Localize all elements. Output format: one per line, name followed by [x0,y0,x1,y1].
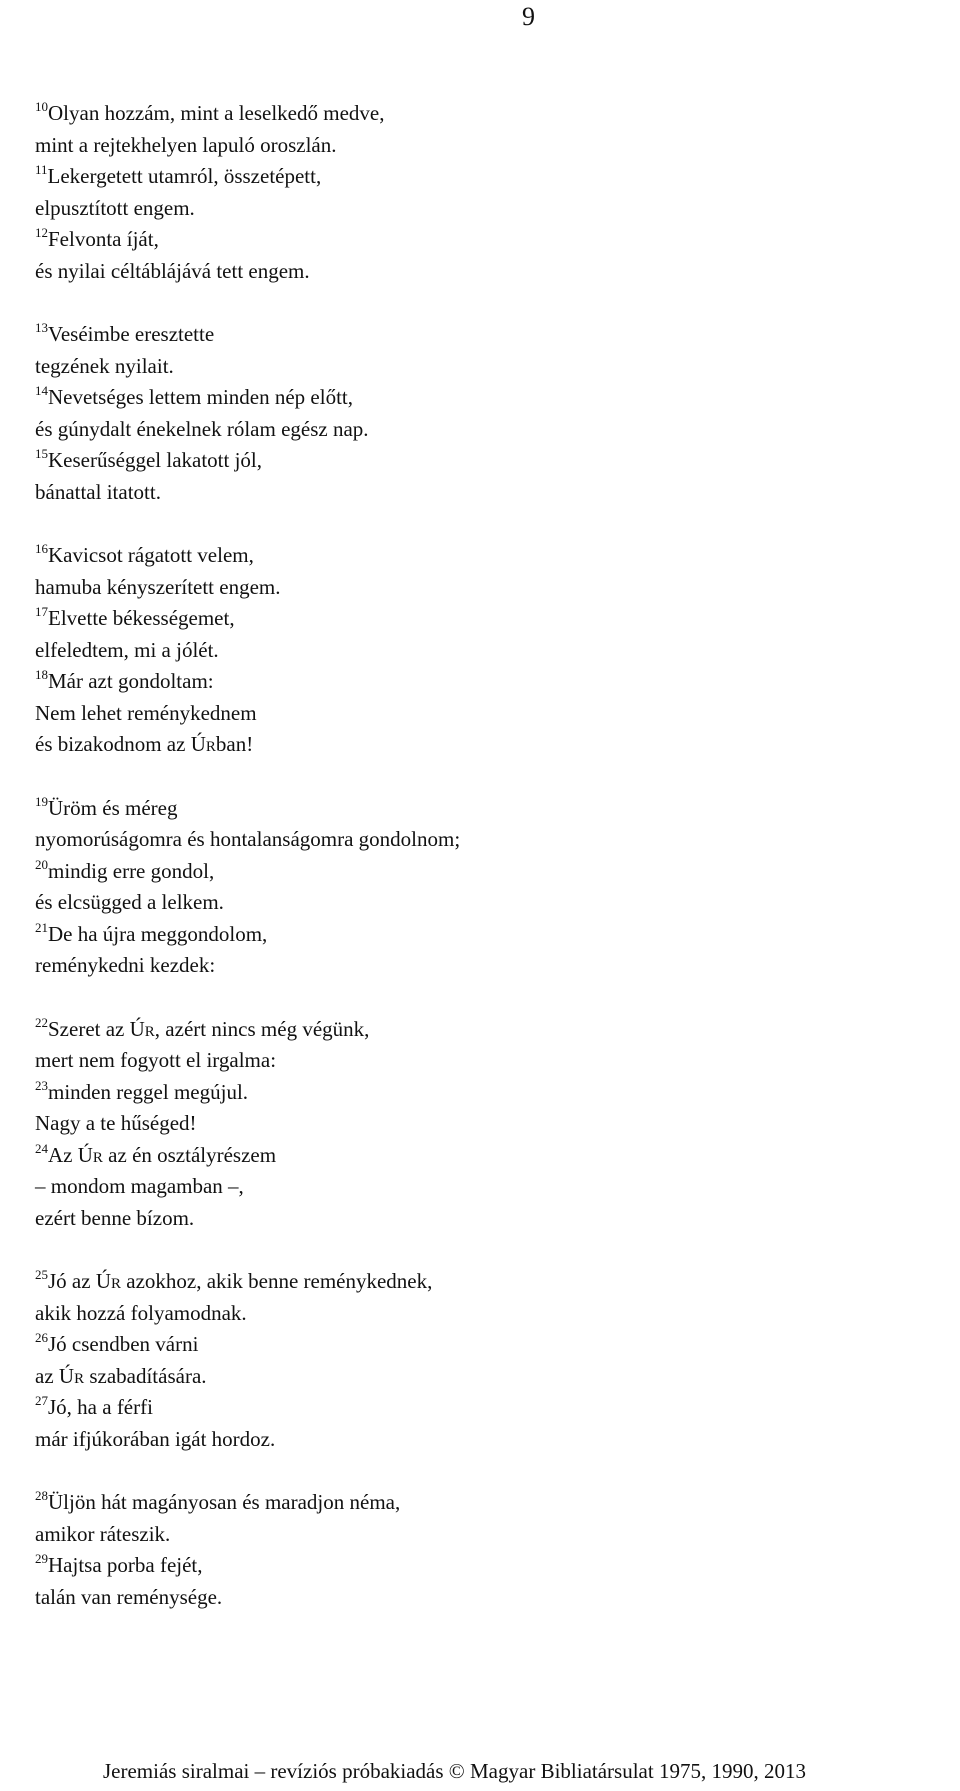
line-text: reménykedni kezdek: [35,953,216,977]
poem-line [35,1045,935,1077]
poem-line [35,1108,935,1140]
stanza [35,540,935,761]
line-text: Jó, ha a férfi [48,1395,153,1419]
line-text: Már azt gondoltam: [48,669,214,693]
verse-number: 23 [35,1077,48,1093]
line-text: szabadítására. [84,1363,207,1388]
line-text: mint a rejtekhelyen lapuló oroszlán. [35,132,337,157]
poem-line [35,1361,935,1393]
line-text: Jó csendben várni [48,1332,199,1356]
line-text: Lekergetett utamról, összetépett, [47,164,322,188]
stanza [35,793,935,982]
verse-number: 18 [35,667,48,682]
verse-number: 26 [35,1330,48,1345]
divine-name: Úr [95,1269,121,1293]
line-text: Nagy a te hűséged! [35,1111,197,1135]
page-number: 9 [522,2,535,31]
line-text: Kavicsot rágatott velem, [48,543,254,567]
poem-line [35,98,935,130]
stanza [35,1266,935,1455]
stanza [35,319,935,508]
verse-number: 28 [35,1488,48,1503]
line-text: mindig erre gondol, [48,858,215,883]
poem-line [35,1487,935,1519]
line-text: Keserűséggel lakatott jól, [48,448,263,472]
stanza [35,1014,935,1235]
line-text: Olyan hozzám, mint a leselkedő medve, [48,101,385,125]
line-text: elfeledtem, mi a jólét. [35,637,219,662]
line-text: Nem lehet reménykednem [35,700,257,725]
poem-line [35,1519,935,1551]
stanza [35,1487,935,1613]
line-text: és elcsügged a lelkem. [35,890,224,914]
verse-number: 22 [35,1014,48,1030]
line-text: , azért nincs még végünk, [154,1016,370,1041]
line-text: és nyilai céltáblájává tett engem. [35,258,310,283]
poem-line [35,319,935,351]
line-text: Üljön hát magányosan és maradjon néma, [48,1490,401,1514]
poem-line [35,919,935,951]
poem-line [35,1424,935,1456]
verse-number: 13 [35,320,48,335]
line-text: azokhoz, akik benne reménykednek, [121,1269,433,1293]
poem-line [35,161,935,193]
poem-line [35,824,935,856]
line-text: és gúnydalt énekelnek rólam egész nap. [35,416,369,441]
poem-line [35,130,935,162]
verse-number: 15 [35,446,48,461]
poem-line [35,445,935,477]
line-text: akik hozzá folyamodnak. [35,1300,247,1325]
verse-number: 25 [35,1267,48,1282]
poem-line [35,382,935,414]
stanza [35,98,935,287]
poem-line [35,540,935,572]
line-text: Az [48,1142,78,1167]
line-text: – mondom magamban –, [35,1174,244,1198]
verse-number: 29 [35,1551,48,1566]
line-text: Hajtsa porba fejét, [48,1553,203,1577]
poem-line [35,256,935,288]
poem-line [35,698,935,730]
poem-line [35,887,935,919]
verse-number: 21 [35,919,48,935]
poem-line [35,950,935,982]
poem-body [35,98,935,1645]
line-text: elpusztított engem. [35,195,195,220]
line-text: tegzének nyilait. [35,353,174,378]
line-text: minden reggel megújul. [48,1079,249,1104]
line-text: mert nem fogyott el irgalma: [35,1048,277,1072]
verse-number: 24 [35,1140,48,1156]
poem-line [35,1014,935,1046]
verse-number: 14 [35,383,48,398]
poem-line [35,572,935,604]
poem-line [35,635,935,667]
line-text: az én osztályrészem [102,1142,277,1167]
poem-line [35,856,935,888]
line-text: ezért benne bízom. [35,1205,195,1230]
verse-number: 10 [35,99,48,114]
verse-number: 17 [35,604,48,619]
poem-line [35,1392,935,1424]
line-text: nyomorúságomra és hontalanságomra gondolnom; [35,827,461,851]
line-text: Nevetséges lettem minden nép előtt, [48,385,353,409]
verse-number: 27 [35,1393,48,1408]
line-text: már ifjúkorában igát hordoz. [35,1426,276,1451]
poem-line [35,1329,935,1361]
divine-name: Úr [190,732,216,756]
line-text: Veséimbe eresztette [48,322,215,346]
poem-line [35,729,935,761]
poem-line [35,414,935,446]
line-text: bánattal itatott. [35,479,161,504]
line-text: hamuba kényszerített engem. [35,574,281,599]
line-text: De ha újra meggondolom, [48,921,268,946]
line-text: Jó az [48,1269,96,1293]
poem-line [35,351,935,383]
poem-line [35,1077,935,1109]
poem-line [35,1140,935,1172]
divine-name: Úr [58,1363,85,1388]
divine-name: Úr [77,1142,103,1167]
poem-line [35,1171,935,1203]
poem-line [35,1298,935,1330]
line-text: talán van reménysége. [35,1584,223,1609]
poem-line [35,224,935,256]
line-text: az [35,1363,59,1388]
poem-line [35,193,935,225]
verse-number: 11 [35,162,48,177]
poem-line [35,666,935,698]
line-text: Elvette békességemet, [48,606,235,630]
poem-line [35,1582,935,1614]
line-text: Üröm és méreg [48,795,178,820]
verse-number: 16 [35,541,48,556]
line-text: ban! [215,732,254,756]
poem-line [35,1203,935,1235]
poem-line [35,603,935,635]
line-text: Felvonta íját, [48,227,159,251]
line-text: és bizakodnom az [35,732,191,756]
poem-line [35,477,935,509]
verse-number: 12 [35,225,48,240]
divine-name: Úr [129,1016,155,1041]
page-footer: Jeremiás siralmai – revíziós próbakiadás © Magyar Bibliatársulat 1975, 1990, 2013 [103,1759,806,1783]
line-text: Szeret az [48,1016,130,1041]
verse-number: 20 [35,856,48,872]
poem-line [35,1550,935,1582]
line-text: amikor ráteszik. [35,1521,171,1546]
verse-number: 19 [35,793,48,809]
poem-line [35,1266,935,1298]
poem-line [35,793,935,825]
